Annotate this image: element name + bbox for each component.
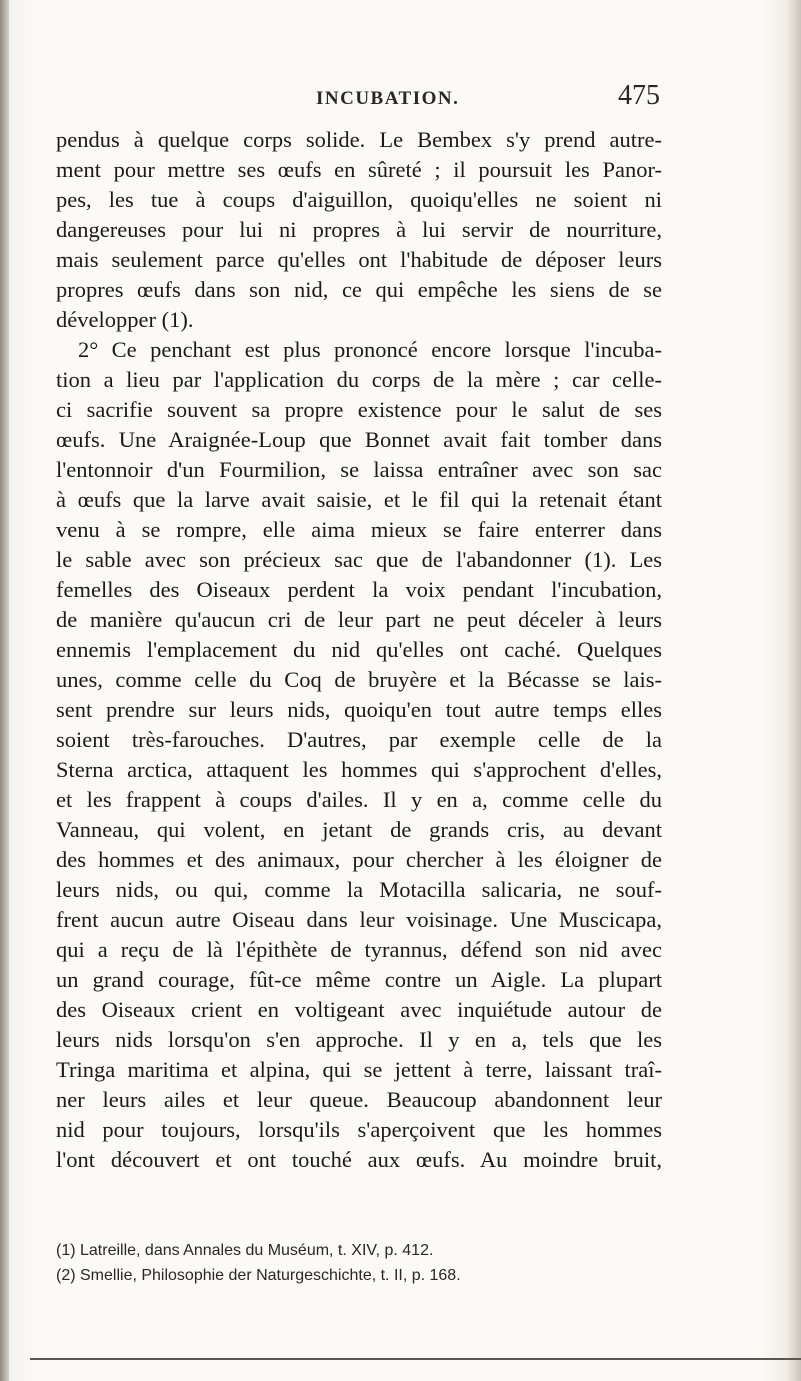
- text-line: nid pour toujours, lorsqu'ils s'aperçoivent que les hommes: [56, 1117, 662, 1142]
- page-header: [0, 80, 801, 116]
- text-line: un grand courage, fût-ce même contre un Aigle. La plupart: [56, 967, 662, 992]
- text-line: de manière qu'aucun cri de leur part ne peut déceler à leurs: [56, 607, 662, 632]
- text-line: et les frappent à coups d'ailes. Il y en a, comme celle du: [56, 787, 662, 812]
- text-line: frent aucun autre Oiseau dans leur voisinage. Une Muscicapa,: [56, 907, 662, 932]
- text-line: Tringa maritima et alpina, qui se jettent à terre, laissant traî-: [56, 1057, 662, 1082]
- text-line: 2° Ce penchant est plus prononcé encore lorsque l'incuba-: [78, 337, 662, 362]
- text-line: venu à se rompre, elle aima mieux se faire enterrer dans: [56, 517, 662, 542]
- footnote: (2) Smellie, Philosophie der Naturgeschichte, t. II, p. 168.: [56, 1267, 461, 1284]
- text-line: pes, les tue à coups d'aiguillon, quoiqu'elles ne soient ni: [56, 187, 662, 212]
- page-edge: [787, 0, 801, 1381]
- footnote: (1) Latreille, dans Annales du Muséum, t. XIV, p. 412.: [56, 1242, 434, 1259]
- text-line: femelles des Oiseaux perdent la voix pendant l'incubation,: [56, 577, 662, 602]
- text-line: pendus à quelque corps solide. Le Bembex s'y prend autre-: [56, 127, 662, 152]
- text-line: mais seulement parce qu'elles ont l'habitude de déposer leurs: [56, 247, 662, 272]
- text-line: soient très-farouches. D'autres, par exemple celle de la: [56, 727, 662, 752]
- text-line: unes, comme celle du Coq de bruyère et la Bécasse se lais-: [56, 667, 662, 692]
- text-line: sent prendre sur leurs nids, quoiqu'en tout autre temps elles: [56, 697, 662, 722]
- text-line: ci sacrifie souvent sa propre existence pour le salut de ses: [56, 397, 662, 422]
- text-line: Vanneau, qui volent, en jetant de grands cris, au devant: [56, 817, 662, 842]
- text-line: Sterna arctica, attaquent les hommes qui s'approchent d'elles,: [56, 757, 662, 782]
- binding-shadow: [0, 0, 9, 1381]
- text-line: développer (1).: [56, 307, 194, 332]
- text-line: le sable avec son précieux sac que de l'abandonner (1). Les: [56, 547, 662, 572]
- text-line: l'entonnoir d'un Fourmilion, se laissa entraîner avec son sac: [56, 457, 662, 482]
- page-number: 475: [618, 80, 660, 111]
- text-line: qui a reçu de là l'épithète de tyrannus, défend son nid avec: [56, 937, 662, 962]
- text-line: des Oiseaux crient en voltigeant avec inquiétude autour de: [56, 997, 662, 1022]
- text-line: propres œufs dans son nid, ce qui empêche les siens de se: [56, 277, 662, 302]
- text-line: ner leurs ailes et leur queue. Beaucoup abandonnent leur: [56, 1087, 662, 1112]
- text-line: l'ont découvert et ont touché aux œufs. Au moindre bruit,: [56, 1147, 662, 1172]
- running-title: INCUBATION.: [316, 88, 460, 109]
- text-line: dangereuses pour lui ni propres à lui servir de nourriture,: [56, 217, 662, 242]
- text-line: à œufs que la larve avait saisie, et le fil qui la retenait étant: [56, 487, 662, 512]
- text-line: leurs nids, ou qui, comme la Motacilla salicaria, ne souf-: [56, 877, 662, 902]
- bottom-rule: [30, 1358, 801, 1360]
- text-line: leurs nids lorsqu'on s'en approche. Il y en a, tels que les: [56, 1027, 662, 1052]
- text-line: des hommes et des animaux, pour chercher à les éloigner de: [56, 847, 662, 872]
- text-line: œufs. Une Araignée-Loup que Bonnet avait fait tomber dans: [56, 427, 662, 452]
- text-line: ment pour mettre ses œufs en sûreté ; il poursuit les Panor-: [56, 157, 662, 182]
- text-line: tion a lieu par l'application du corps de la mère ; car celle-: [56, 367, 662, 392]
- text-line: ennemis l'emplacement du nid qu'elles ont caché. Quelques: [56, 637, 662, 662]
